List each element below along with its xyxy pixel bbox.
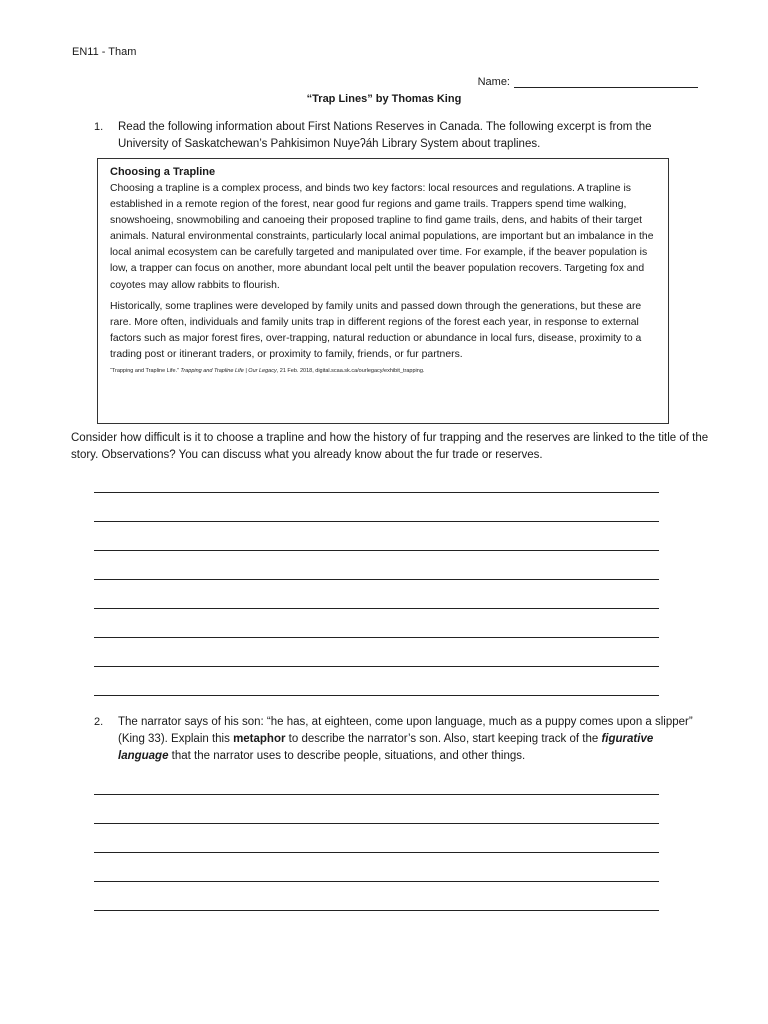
excerpt-citation	[110, 368, 656, 374]
term-figurative-language: figurative language	[118, 733, 654, 762]
question-1-number: 1.	[94, 121, 104, 133]
question-2-text-c: that the narrator uses to describe people, situations, and other things.	[168, 750, 526, 762]
answer-line[interactable]	[94, 695, 659, 696]
question-2-text	[118, 714, 698, 765]
citation-source: Trapping and Trapline Life | Our Legacy	[180, 368, 277, 375]
answer-line[interactable]	[94, 521, 659, 522]
term-metaphor: metaphor	[233, 733, 286, 745]
question-2-text-b: to describe the narrator’s son. Also, start keeping track of the	[285, 733, 602, 745]
question-2-number: 2.	[94, 716, 104, 728]
name-blank-line[interactable]	[514, 76, 698, 88]
excerpt-box	[97, 158, 669, 424]
name-field	[478, 76, 698, 88]
answer-line[interactable]	[94, 666, 659, 667]
page-title: “Trap Lines” by Thomas King	[306, 93, 462, 105]
prompt-text: Consider how difficult is it to choose a trapline and how the history of fur trapping and the reserves are linked to the title of the story. Observations? You can discuss what you already know about the fur trade or reserves.	[71, 432, 709, 461]
excerpt-paragraph-1: Choosing a trapline is a complex process, and binds two key factors: local resources and regulations. A trapline is established in a remote region of the forest, near good fur regions and game trails. Trappers spend time walking, snowshoeing, snowmobiling and canoeing their proposed trapline to find game trails, dens, and habits of their target animals. Natural environmental constraints, particularly local animal populations, are important but an imbalance in the local animal ecosystem can be carefully targeted and manipulated over time. For example, if the beaver population is low, a trapper can focus on another, more abundant local pelt until the beaver population recovers. Targeting fox and coyotes may allow rabbits to flourish.	[110, 183, 654, 291]
answer-line[interactable]	[94, 910, 659, 911]
answer-line[interactable]	[94, 637, 659, 638]
answer-line[interactable]	[94, 492, 659, 493]
answer-line[interactable]	[94, 852, 659, 853]
answer-line[interactable]	[94, 823, 659, 824]
excerpt-paragraph-2: Historically, some traplines were developed by family units and passed down through the generations, but these are rare. More often, individuals and family units trap in different regions of the forest each year, in response to external factors such as major forest fires, over-trapping, natural reduction or abundance in local furs, disease, proximity to a trading post or itinerant traders, or proximity to family, friends, or fur partners.	[110, 300, 642, 360]
question-1-text: Read the following information about First Nations Reserves in Canada. The following excerpt is from the University of Saskatchewan’s Pahkisimon Nuyeʔáh Library System about traplines.	[118, 121, 652, 150]
answer-line[interactable]	[94, 608, 659, 609]
name-label: Name:	[477, 76, 510, 88]
answer-line[interactable]	[94, 550, 659, 551]
question-2-text-a: The narrator says of his son: “he has, at eighteen, come upon language, much as a puppy comes upon a slipper” (King 33). Explain this	[118, 716, 693, 745]
citation-title: “Trapping and Trapline Life.”	[110, 368, 179, 375]
answer-line[interactable]	[94, 881, 659, 882]
answer-line[interactable]	[94, 579, 659, 580]
answer-line[interactable]	[94, 794, 659, 795]
citation-details: , 21 Feb. 2018, digital.scaa.sk.ca/ourlegacy/exhibit_trapping.	[276, 368, 425, 375]
excerpt-title: Choosing a Trapline	[110, 166, 216, 178]
course-label: EN11 - Tham	[72, 46, 137, 58]
